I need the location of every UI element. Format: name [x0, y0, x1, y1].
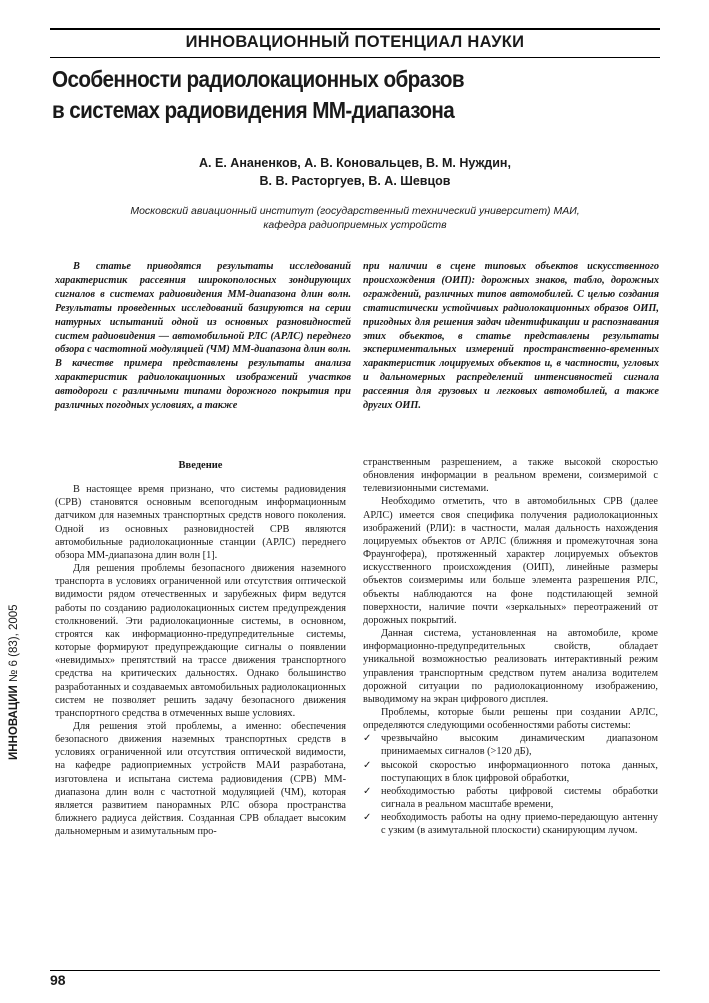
paragraph: Для решения проблемы безопасного движения наземного транспорта в условиях ограниченной или отсутствия оптической видимости рядом отечественных и зарубежных фирм ведутся работы по созданию радиолокационных систем предупреждения столкновений. Эти радиолокационные системы, в основном, строятся как информационно-предупредительные системы, которые формируют предупреждающие сигналы о появлении «невидимых» препятствий на трассе движения транспортного средства на критических дальностях. Однако большинство разработанных и создаваемых автомобильных радиолокационных систем не позволяет решить задачу безопасного движения транспортного средства в отмеченных выше условиях.: [55, 563, 346, 719]
paragraph-continuation: странственным разрешением, а также высокой скоростью обновления информации в реальном времени, соизмеримой с телевизионными системами.: [363, 457, 658, 495]
article-title: [52, 64, 598, 126]
paragraph: Проблемы, которые были решены при создании АРЛС, определяются следующими особенностями работы системы:: [363, 706, 658, 732]
checkmark-icon: ✓: [363, 733, 372, 745]
paragraph: Необходимо отметить, что в автомобильных СРВ (далее АРЛС) имеется своя специфика получения радиолокационных изображений (РЛИ): в частности, малая дальность нахождения лоцируемых объектов от АРЛС (ближняя и промежуточная зона Фраунгофера), протяженный характер лоцируемых объектов искусственного происхождения (ОИП), линейные размеры объектов соизмеримы или больше элемента разрешения РЛС, объекты наблюдаются на фоне подстилающей земной поверхности, наличие почти «зеркальных» переотражений от дорожных покрытий.: [363, 496, 658, 626]
left-column: [55, 456, 346, 838]
footer-rule: [50, 970, 660, 971]
journal-side-label: [8, 560, 20, 760]
authors: [50, 154, 660, 190]
paragraph: В настоящее время признано, что системы радиовидения (СРВ) становятся основным всепогодным информационным датчиком для наземных транспортных средств нового поколения. Одной из основных разновидностей СРВ являются автомобильные радиолокационные станции (АРЛС) переднего обзора ММ-диапазона длин волн [1].: [55, 484, 346, 561]
list-item-text: высокой скоростью информационного потока данных, поступающих в блок цифровой обработки,: [381, 759, 658, 784]
title-line: Особенности радиолокационных образов: [52, 66, 465, 92]
affiliation: [50, 204, 660, 232]
list-item: [363, 732, 658, 758]
list-item-text: чрезвычайно высоким динамическим диапазоном принимаемых сигналов (>120 дБ),: [381, 733, 658, 758]
paragraph: Данная система, установленная на автомобиле, кроме информационно-предупредительных свойств, обладает уникальной возможностью реализовать интерактивный режим управления транспортным средством путем анализа водителем дорожной ситуации по радиолокационному изображению, выводимому на экран цифрового дисплея.: [363, 628, 658, 705]
list-item: [363, 785, 658, 811]
journal-issue: № 6 (83), 2005: [8, 604, 20, 682]
checkmark-icon: ✓: [363, 785, 372, 797]
abstract-right: при наличии в сцене типовых объектов искусственного происхождения (ОИП): дорожных знаков, табло, дорожных ограждений, различных типов автомобилей. С целью создания статистически устойчивых радиолокационных образов ОИП, пригодных для решения задач идентификации и распознавания этих объектов, в статье представлены результаты экспериментальных измерений пространственно-временных характеристик лоцируемых объектов и, в частности, угловых и дальномерных распределений интенсивностей сигнала рассеяния для грузовых и легковых автомобилей, а также других ОИП.: [363, 261, 659, 412]
right-column: [363, 456, 658, 838]
feature-list: [363, 732, 658, 837]
affiliation-line: кафедра радиоприемных устройств: [263, 219, 447, 231]
authors-line: А. Е. Ананенков, А. В. Коновальцев, В. М. Нуждин,: [199, 156, 511, 170]
section-heading: Введение: [178, 460, 223, 471]
abstract-left: В статье приводятся результаты исследований характеристик рассеяния широкополосных зондирующих сигналов в системах радиовидения ММ-диапазона длин волн. Результаты проведенных исследований базируются на серии натурных испытаний одной из основных разновидностей систем радиовидения — автомобильной РЛС (АРЛС) переднего обзора с частотной модуляцией (ЧМ) ММ-диапазона длин волн. В качестве примера представлены результаты анализа характеристик радиолокационных изображений участков автодороги с различными типами дорожного покрытия при различных погодных условиях, а также: [55, 261, 351, 412]
running-head: ИННОВАЦИОННЫЙ ПОТЕНЦИАЛ НАУКИ: [185, 33, 525, 51]
list-item-text: необходимостью работы цифровой системы обработки сигнала в реальном масштабе времени,: [381, 785, 658, 811]
checkmark-icon: ✓: [363, 812, 372, 824]
paragraph: Для решения этой проблемы, а именно: обеспечения безопасного движения наземных транспортных средств в условиях ограниченной или отсутствия оптической видимости, на кафедре радиоприемных устройств МАИ разработана, изготовлена и испытана система радиовидения (СРВ) ММ-диапазона длин волн с частотной модуляцией (ЧМ), которая является развитием панорамных РЛС обзора пространства ближнего радиуса действия. Созданная СРВ обладает высоким дальномерным и азимутальным про-: [55, 720, 346, 838]
journal-name: ИННОВАЦИИ: [8, 685, 20, 760]
header-rule: [50, 57, 660, 58]
title-line: в системах радиовидения ММ-диапазона: [52, 97, 455, 123]
list-item: [363, 811, 658, 837]
list-item-text: необходимость работы на одну приемо-передающую антенну с узким (в азимутальной плоскости) сканирующим лучом.: [381, 812, 658, 837]
authors-line: В. В. Расторгуев, В. А. Шевцов: [259, 174, 451, 188]
affiliation-line: Московский авиационный институт (государственный технический университет) МАИ,: [130, 205, 580, 217]
list-item: [363, 759, 658, 785]
page-number: 98: [50, 972, 66, 988]
top-rule: [50, 28, 660, 30]
checkmark-icon: ✓: [363, 759, 372, 771]
